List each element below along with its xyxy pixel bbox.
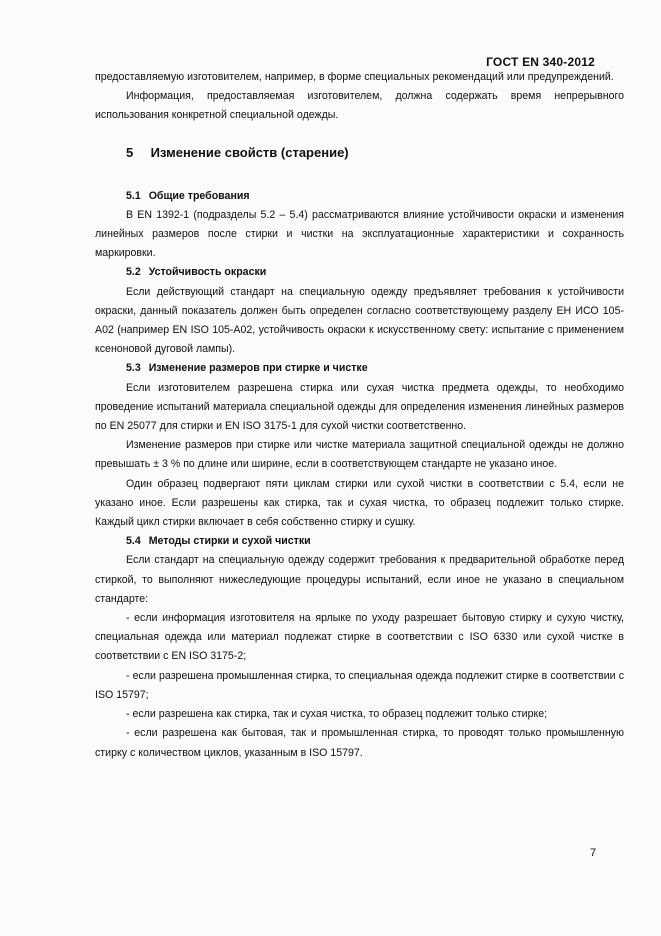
document-code: ГОСТ EN 340-2012 (486, 55, 595, 69)
subsection-title: Изменение размеров при стирке и чистке (148, 362, 368, 375)
subsection-number: 5.4 (126, 535, 141, 548)
paragraph: Один образец подвергают пяти циклам стирки или сухой чистки в соответствии с 5.4, если не указано иное. Если разрешены как стирка, так и сухая чистка, то образец подлежит только стирке. Каждый цикл стирки включает в себя собственно стирку и сушку. (95, 477, 624, 529)
intro-paragraph-2: Информация, предоставляемая изготовителем, должна содержать время непрерывного использования конкретной специальной одежды. (95, 90, 624, 122)
subsection-5-1-heading (126, 187, 624, 206)
subsection-title: Методы стирки и сухой чистки (148, 535, 311, 548)
section-title: Изменение свойств (старение) (150, 144, 349, 160)
subsection-number: 5.3 (126, 362, 141, 375)
intro-paragraph-1: предоставляемую изготовителем, например, в форме специальных рекомендаций или предупреждений. (95, 71, 614, 83)
list-item: - если разрешена промышленная стирка, то специальная одежда подлежит стирке в соответствии с ISO 15797; (95, 669, 624, 701)
subsection-number: 5.2 (126, 266, 141, 279)
paragraph: Если действующий стандарт на специальную одежду предъявляет требования к устойчивости окраски, данный показатель должен быть определен согласно соответствующему разделу ЕН ИСО 105-А02 (например EN ISO 105-A02, устойчивость окраски к искусственному свету: испытание с применением ксеноновой дуговой лампы). (95, 285, 624, 356)
subsection-number: 5.1 (126, 189, 141, 202)
section-5-heading (126, 143, 624, 163)
subsection-5-3-heading (126, 359, 624, 378)
paragraph: Если изготовителем разрешена стирка или сухая чистка предмета одежды, то необходимо проведение испытаний материала специальной одежды для определения изменения линейных размеров по EN 25077 для стирки и EN ISO 3175-1 для сухой чистки соответственно. (95, 381, 624, 433)
page-number: 7 (590, 847, 597, 859)
subsection-5-4-heading (126, 532, 624, 551)
subsection-title: Общие требования (148, 189, 250, 202)
paragraph: В EN 1392-1 (подразделы 5.2 – 5.4) рассматриваются влияние устойчивости окраски и изменения линейных размеров после стирки и чистки на эксплуатационные характеристики и сохранность маркировки. (95, 208, 624, 260)
list-item: - если информация изготовителя на ярлыке по уходу разрешает бытовую стирку и сухую чистку, специальная одежда или материал подлежат стирке в соответствии с ISO 6330 или сухой чистке в соответствии с EN ISO 3175-2; (95, 612, 624, 663)
subsection-title: Устойчивость окраски (148, 266, 267, 279)
list-item: - если разрешена как стирка, так и сухая чистка, то образец подлежит только стирке; (126, 708, 548, 721)
paragraph: Изменение размеров при стирке или чистке материала защитной специальной одежды не должно превышать ± 3 % по длине или ширине, если в соответствующем стандарте не указано иное. (95, 439, 624, 471)
list-item: - если разрешена как бытовая, так и промышленная стирка, то проводят только промышленную стирку с количеством циклов, указанным в ISO 15797. (95, 727, 624, 759)
paragraph: Если стандарт на специальную одежду содержит требования к предварительной обработке перед стиркой, то выполняют нижеследующие процедуры испытаний, если иное не указано в специальном стандарте: (95, 554, 624, 605)
subsection-5-2-heading (126, 263, 624, 282)
page-body (95, 68, 624, 763)
section-number: 5 (126, 144, 134, 160)
